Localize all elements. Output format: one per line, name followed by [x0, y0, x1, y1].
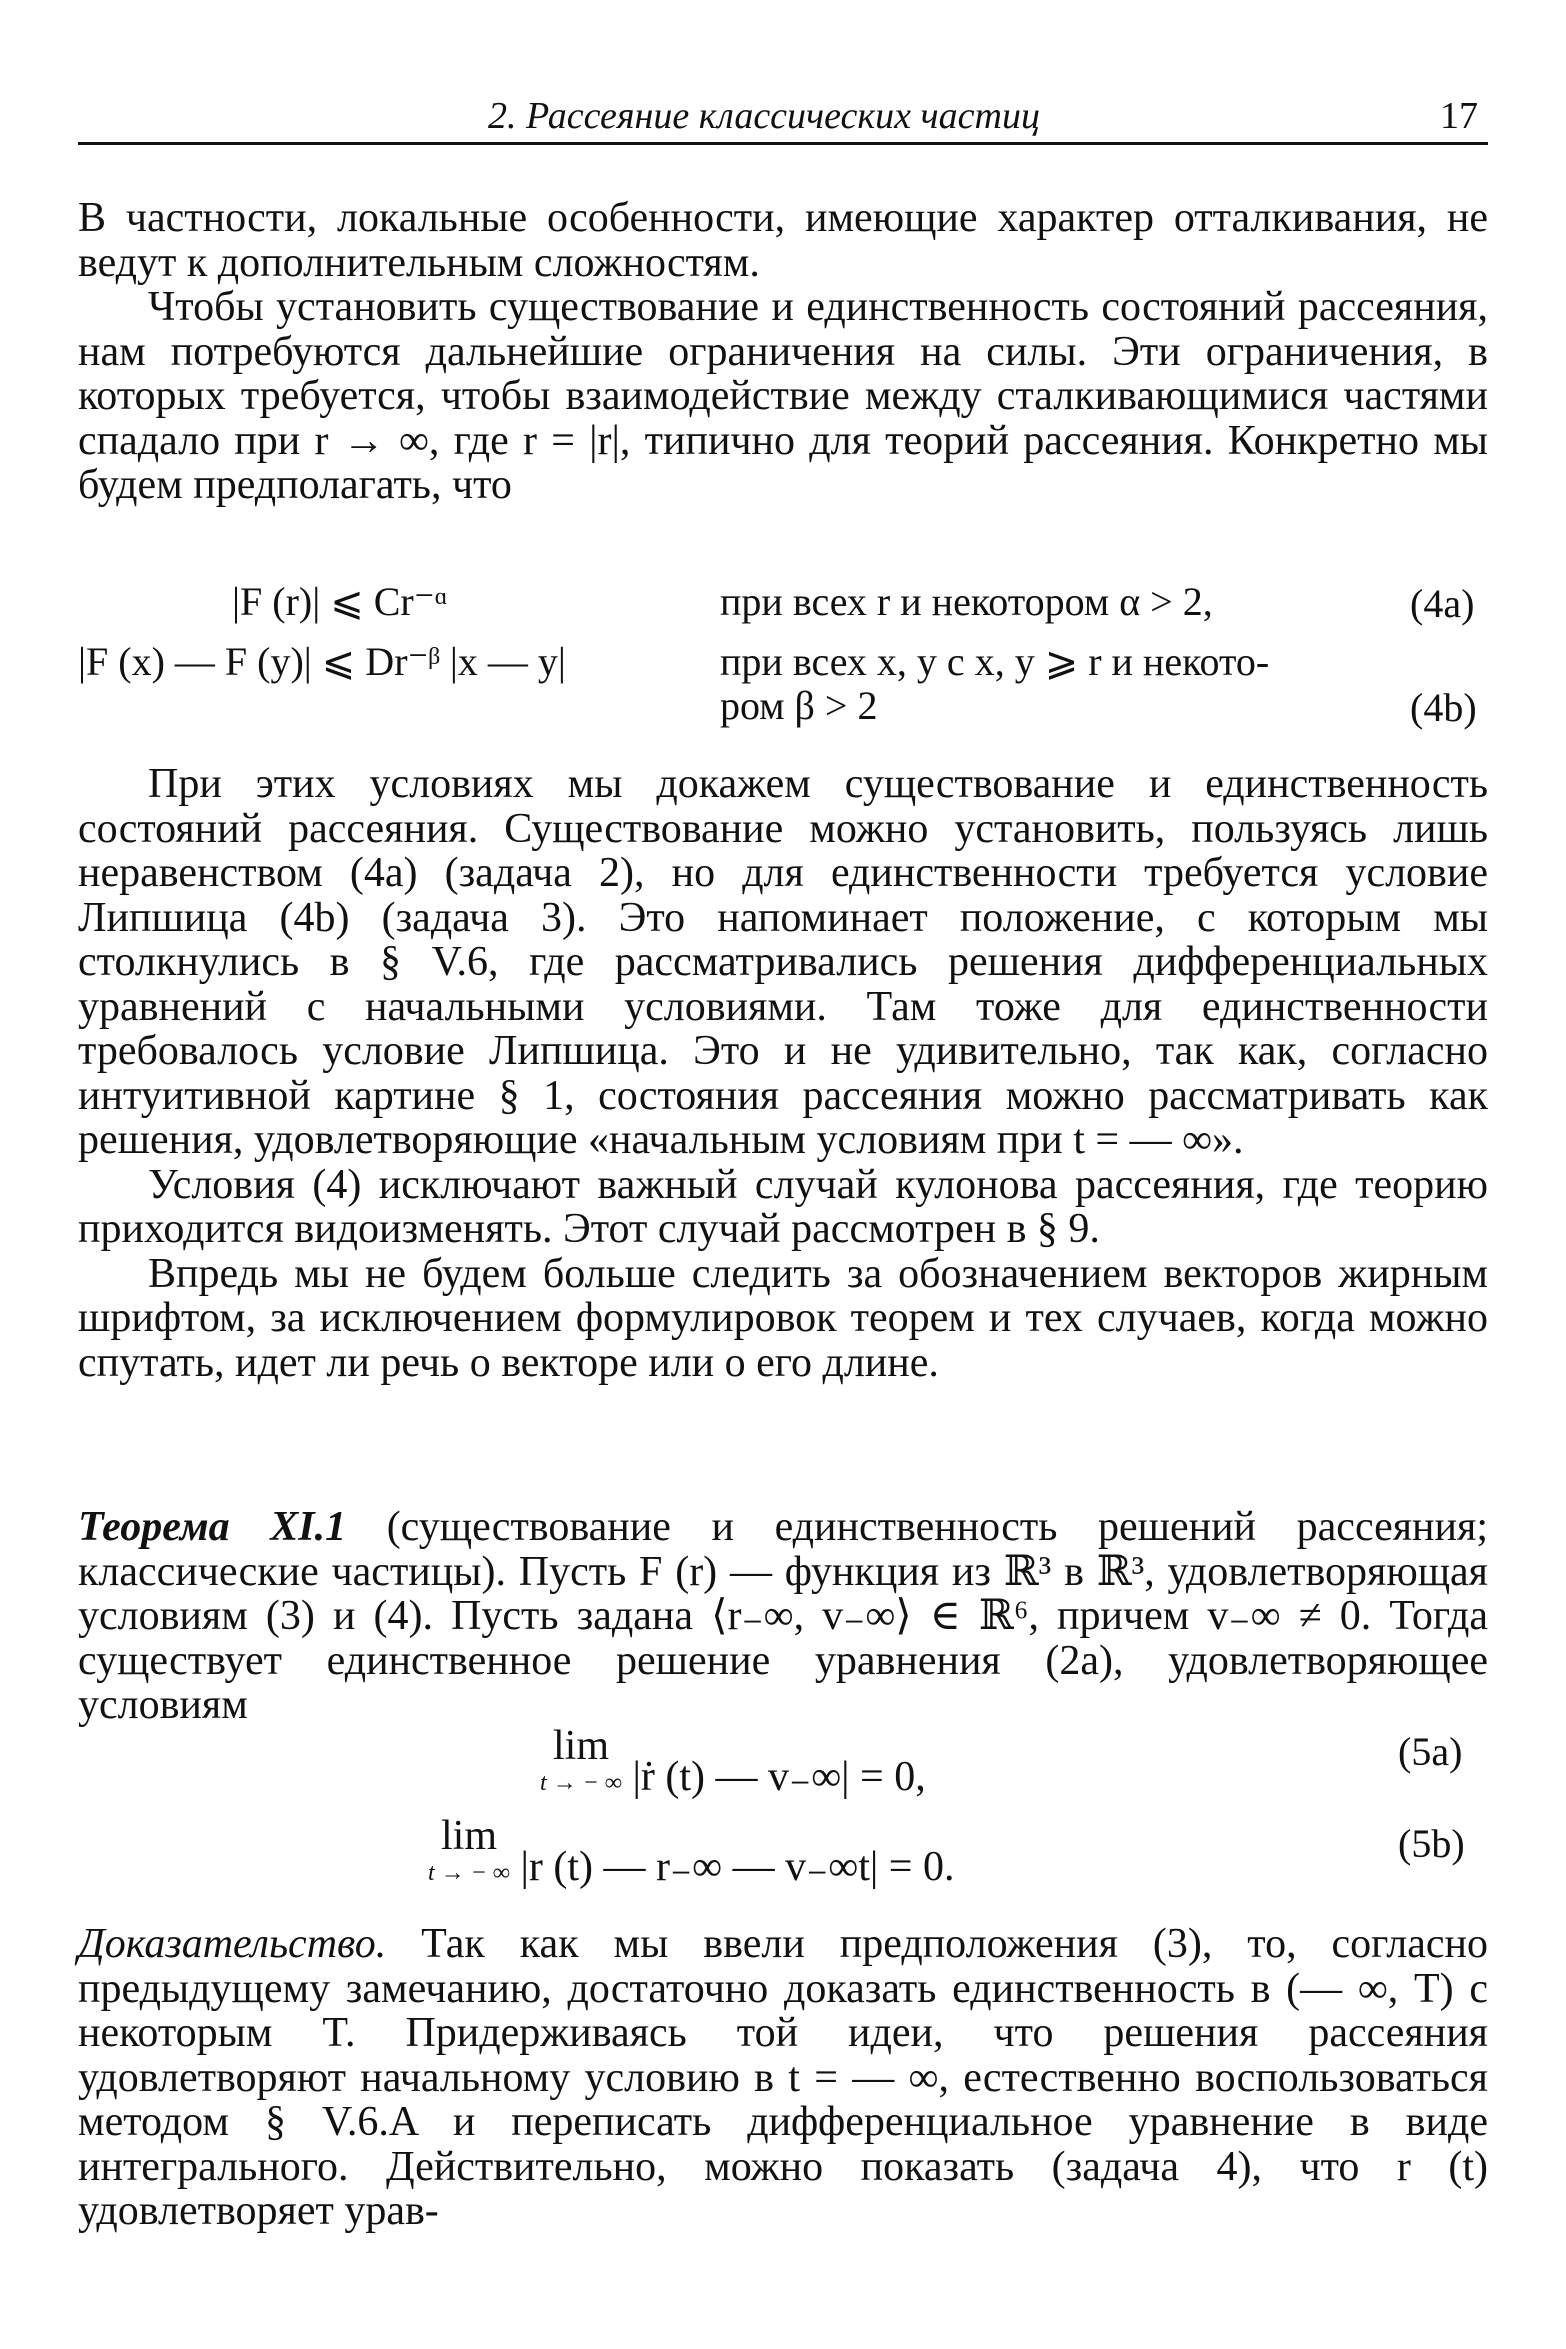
condition-4b-formula: |F (x) — F (y)| ⩽ Dr⁻ᵝ |x — y|	[78, 639, 566, 684]
intro-text	[78, 196, 1488, 508]
equation-5a-label: (5a)	[1398, 1729, 1463, 1774]
condition-4b-text-line1: при всех x, y с x, y ⩾ r и некото-	[720, 639, 1270, 684]
page-header	[78, 92, 1488, 145]
limit-subscript: t → − ∞	[428, 1860, 510, 1886]
proof-label: Доказательство.	[78, 1921, 387, 1967]
paragraph-4: Условия (4) исключают важный случай кулонова рассеяния, где теорию приходится видоизменять. Этот случай рассмотрен в § 9.	[78, 1161, 1488, 1252]
condition-4a-text: при всех r и некотором α > 2,	[720, 579, 1213, 624]
limit-operator: lim	[552, 1723, 609, 1769]
limit-subscript: t → − ∞	[540, 1770, 622, 1796]
proof-block	[78, 1922, 1488, 2234]
proof-text: Так как мы ввели предположения (3), то, согласно предыдущему замечанию, достаточно доказать единственность в (— ∞, T) с некоторым T. Придерживаясь той идеи, что решения рассеяния удовлетворяют начальному условию в t = — ∞, естественно воспользоваться методом § V.6.A и переписать дифференциальное уравнение в виде интегрального. Действительно, можно показать (задача 4), что r (t) удовлетворяет урав-	[78, 1921, 1488, 2234]
condition-4b-label: (4b)	[1410, 685, 1477, 730]
equation-5a-body: |ṙ (t) — v₋∞| = 0,	[632, 1754, 926, 1800]
equation-5b-body: |r (t) — r₋∞ — v₋∞t| = 0.	[520, 1844, 955, 1890]
discussion-text	[78, 762, 1488, 1385]
condition-4a-label: (4a)	[1410, 581, 1475, 626]
equation-5b-label: (5b)	[1398, 1821, 1465, 1866]
equation-5a	[540, 1722, 926, 1801]
running-title: 2. Рассеяние классических частиц	[488, 95, 1040, 137]
paragraph-5: Впредь мы не будем больше следить за обозначением векторов жирным шрифтом, за исключением формулировок теорем и тех случаев, когда можно спутать, идет ли речь о векторе или о его длине.	[78, 1250, 1488, 1386]
paragraph-1: В частности, локальные особенности, имеющие характер отталкивания, не ведут к дополнительным сложностям.	[78, 195, 1488, 286]
theorem-statement: (существование и единственность решений рассеяния; классические частицы). Пусть F (r) — функция из ℝ³ в ℝ³, удовлетворяющая условиям (3) и (4). Пусть задана ⟨r₋∞, v₋∞⟩ ∈ ℝ⁶, причем v₋∞ ≠ 0. Тогда существует единственное решение уравнения (2a), удовлетворяющее условиям	[78, 1504, 1488, 1728]
paragraph-2: Чтобы установить существование и единственность состояний рассеяния, нам потребуются дальнейшие ограничения на силы. Эти ограничения, в которых требуется, чтобы взаимодействие между сталкивающимися частями спадало при r → ∞, где r = |r|, типично для теорий рассеяния. Конкретно мы будем предполагать, что	[78, 284, 1488, 508]
theorem-label: Теорема XI.1	[78, 1504, 347, 1550]
condition-4a-formula: |F (r)| ⩽ Cr⁻ᵅ	[232, 579, 448, 624]
limit-operator: lim	[440, 1813, 497, 1859]
condition-4b-text-line2: ром β > 2	[720, 683, 878, 728]
equation-5b	[428, 1812, 955, 1891]
page-number: 17	[1440, 95, 1478, 137]
paragraph-3: При этих условиях мы докажем существование и единственность состояний рассеяния. Существование можно установить, пользуясь лишь неравенством (4a) (задача 2), но для единственности требуется условие Липшица (4b) (задача 3). Это напоминает положение, с которым мы столкнулись в § V.6, где рассматривались решения дифференциальных уравнений с начальными условиями. Там тоже для единственности требовалось условие Липшица. Это и не удивительно, так как, согласно интуитивной картине § 1, состояния рассеяния можно рассматривать как решения, удовлетворяющие «начальным условиям при t = — ∞».	[78, 761, 1488, 1163]
theorem-block	[78, 1505, 1488, 1728]
